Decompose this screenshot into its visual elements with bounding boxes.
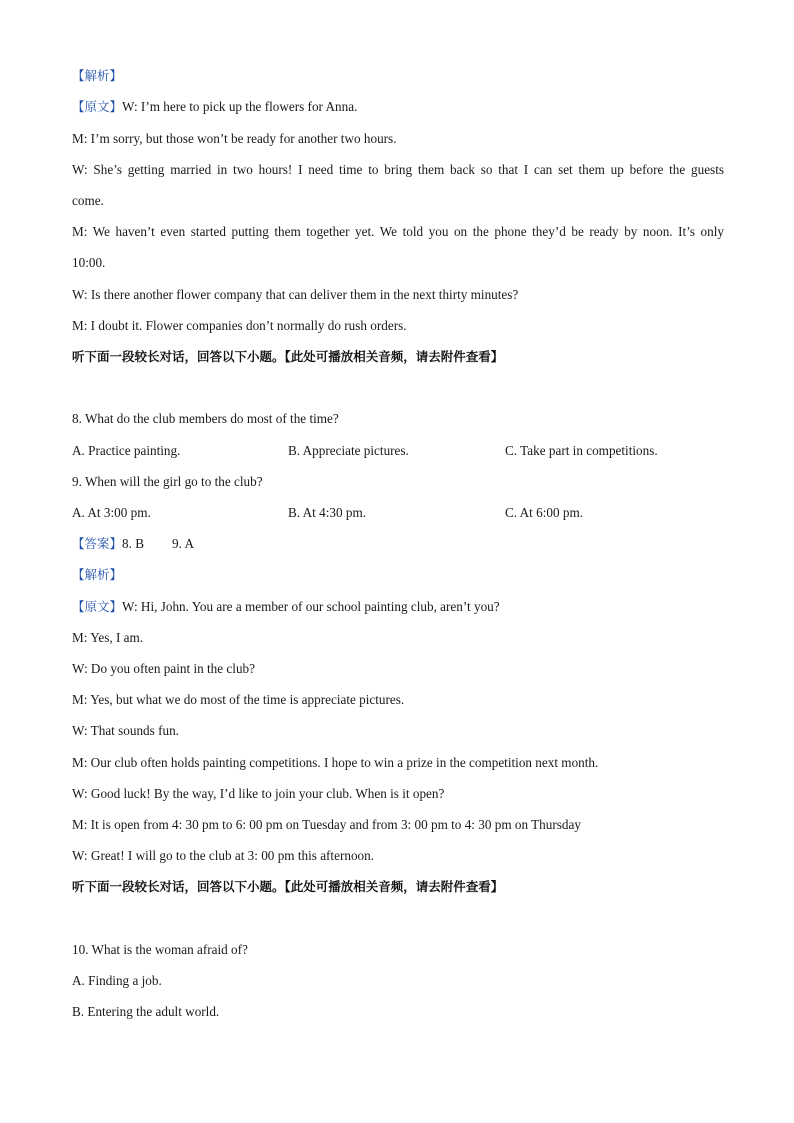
transcript-line: M: Yes, I am.: [72, 630, 144, 645]
transcript-text: W: Hi, John. You are a member of our school painting club, aren’t you?: [122, 599, 500, 614]
question-10: 10. What is the woman afraid of?: [72, 942, 248, 957]
transcript-line: [72, 598, 500, 616]
listening-instruction: 听下面一段较长对话，回答以下小题。【此处可播放相关音频，请去附件查看】: [72, 349, 504, 364]
original-tag: 【原文】: [72, 599, 123, 614]
q9-option-b: B. At 4:30 pm.: [288, 505, 367, 520]
transcript-line: [72, 98, 357, 116]
q9-option-c: C. At 6:00 pm.: [505, 505, 584, 520]
q8-option-c: C. Take part in competitions.: [505, 443, 658, 458]
transcript-line: 10:00.: [72, 255, 106, 270]
answer-9: 9. A: [172, 536, 194, 551]
transcript-line: W: Good luck! By the way, I’d like to join your club. When is it open?: [72, 786, 445, 801]
q8-option-a: A. Practice painting.: [72, 443, 181, 458]
transcript-line: M: Yes, but what we do most of the time is appreciate pictures.: [72, 692, 405, 707]
transcript-line: W: That sounds fun.: [72, 723, 179, 738]
transcript-line: W: Do you often paint in the club?: [72, 661, 255, 676]
original-tag: 【原文】: [72, 99, 123, 114]
listening-instruction: 听下面一段较长对话，回答以下小题。【此处可播放相关音频，请去附件查看】: [72, 879, 504, 894]
q10-option-a: A. Finding a job.: [72, 973, 162, 988]
question-9: 9. When will the girl go to the club?: [72, 474, 263, 489]
transcript-line: M: I’m sorry, but those won’t be ready for another two hours.: [72, 131, 397, 146]
transcript-line: M: We haven’t even started putting them together yet. We told you on the phone they’d be ready by noon. It’s only: [72, 224, 724, 239]
transcript-line: W: She’s getting married in two hours! I need time to bring them back so that I can set them up before the guests: [72, 162, 724, 177]
q9-option-a: A. At 3:00 pm.: [72, 505, 151, 520]
q8-option-b: B. Appreciate pictures.: [288, 443, 409, 458]
transcript-text: W: I’m here to pick up the flowers for Anna.: [122, 99, 358, 114]
analysis-tag: 【解析】: [72, 567, 123, 582]
transcript-line: W: Is there another flower company that can deliver them in the next thirty minutes?: [72, 287, 519, 302]
answer-8: 8. B: [122, 536, 144, 551]
transcript-line: M: Our club often holds painting competitions. I hope to win a prize in the competition next month.: [72, 755, 599, 770]
transcript-line: W: Great! I will go to the club at 3: 00 pm this afternoon.: [72, 848, 375, 863]
answer-tag: 【答案】: [72, 536, 123, 551]
transcript-line: M: It is open from 4: 30 pm to 6: 00 pm on Tuesday and from 3: 00 pm to 4: 30 pm on Thursday: [72, 817, 581, 832]
q10-option-b: B. Entering the adult world.: [72, 1004, 220, 1019]
answer-line: [72, 535, 194, 553]
analysis-tag: 【解析】: [72, 68, 123, 83]
transcript-line: M: I doubt it. Flower companies don’t normally do rush orders.: [72, 318, 407, 333]
transcript-line: come.: [72, 193, 104, 208]
question-8: 8. What do the club members do most of the time?: [72, 411, 339, 426]
